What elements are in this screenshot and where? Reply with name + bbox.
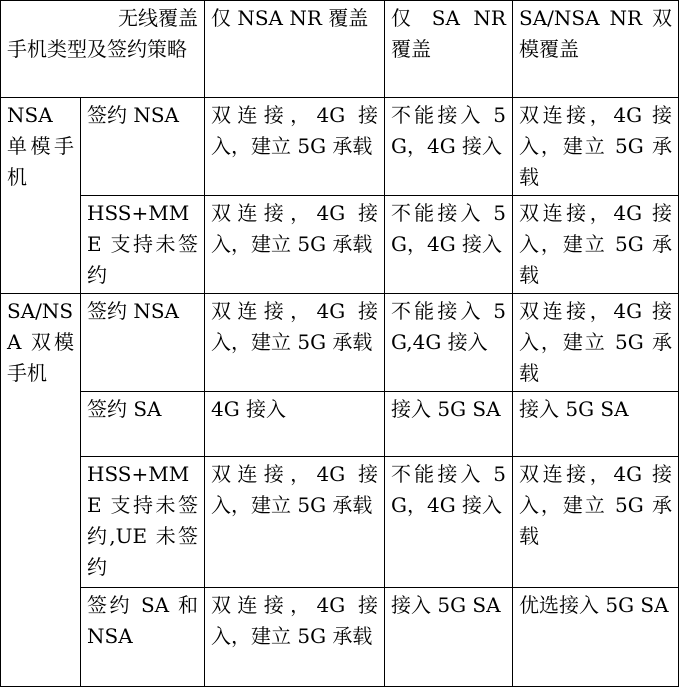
sa-coverage-cell: 不能接入 5G，4G 接入 (385, 98, 513, 196)
sa-coverage-cell: 接入 5G SA (385, 588, 513, 687)
phone-type-cell: NSA 单模手机 (1, 98, 81, 294)
sa-coverage-cell: 不能接入 5G，4G 接入 (385, 457, 513, 588)
strategy-cell: HSS+MME 支持未签约,UE 未签约 (81, 457, 205, 588)
table-row (1, 457, 679, 588)
dual-coverage-cell: 优选接入 5G SA (513, 588, 679, 687)
phone-type-cell: SA/NSA 双模手机 (1, 294, 81, 687)
strategy-cell: 签约 SA (81, 392, 205, 457)
table-row (1, 294, 679, 392)
dual-coverage-cell: 接入 5G SA (513, 392, 679, 457)
strategy-cell: 签约 SA 和 NSA (81, 588, 205, 687)
corner-header-coverage: 无线覆盖 (118, 6, 198, 30)
table-row (1, 392, 679, 457)
column-header-dual-mode: SA/NSA NR 双模覆盖 (513, 1, 679, 98)
dual-coverage-cell: 双连接，4G 接入，建立 5G 承载 (513, 294, 679, 392)
dual-coverage-cell: 双连接，4G 接入，建立 5G 承载 (513, 196, 679, 294)
table-row (1, 588, 679, 687)
table-row (1, 196, 679, 294)
corner-header-phone-strategy: 手机类型及签约策略 (7, 37, 187, 61)
nsa-coverage-cell: 4G 接入 (205, 392, 385, 457)
nsa-coverage-cell: 双连接，4G 接入，建立 5G 承载 (205, 588, 385, 687)
table-row (1, 98, 679, 196)
column-header-nsa-only: 仅 NSA NR 覆盖 (205, 1, 385, 98)
nsa-coverage-cell: 双连接，4G 接入，建立 5G 承载 (205, 196, 385, 294)
nsa-coverage-cell: 双连接，4G 接入，建立 5G 承载 (205, 294, 385, 392)
header-row (1, 1, 679, 98)
strategy-cell: 签约 NSA (81, 98, 205, 196)
sa-coverage-cell: 不能接入 5G,4G 接入 (385, 294, 513, 392)
dual-coverage-cell: 双连接，4G 接入，建立 5G 承载 (513, 457, 679, 588)
column-header-sa-only: 仅 SA NR 覆盖 (385, 1, 513, 98)
strategy-cell: HSS+MME 支持未签约 (81, 196, 205, 294)
sa-coverage-cell: 接入 5G SA (385, 392, 513, 457)
nsa-coverage-cell: 双连接，4G 接入，建立 5G 承载 (205, 98, 385, 196)
corner-header-cell (1, 1, 205, 98)
sa-coverage-cell: 不能接入 5G，4G 接入 (385, 196, 513, 294)
strategy-cell: 签约 NSA (81, 294, 205, 392)
nsa-coverage-cell: 双连接，4G 接入，建立 5G 承载 (205, 457, 385, 588)
dual-coverage-cell: 双连接，4G 接入，建立 5G 承载 (513, 98, 679, 196)
